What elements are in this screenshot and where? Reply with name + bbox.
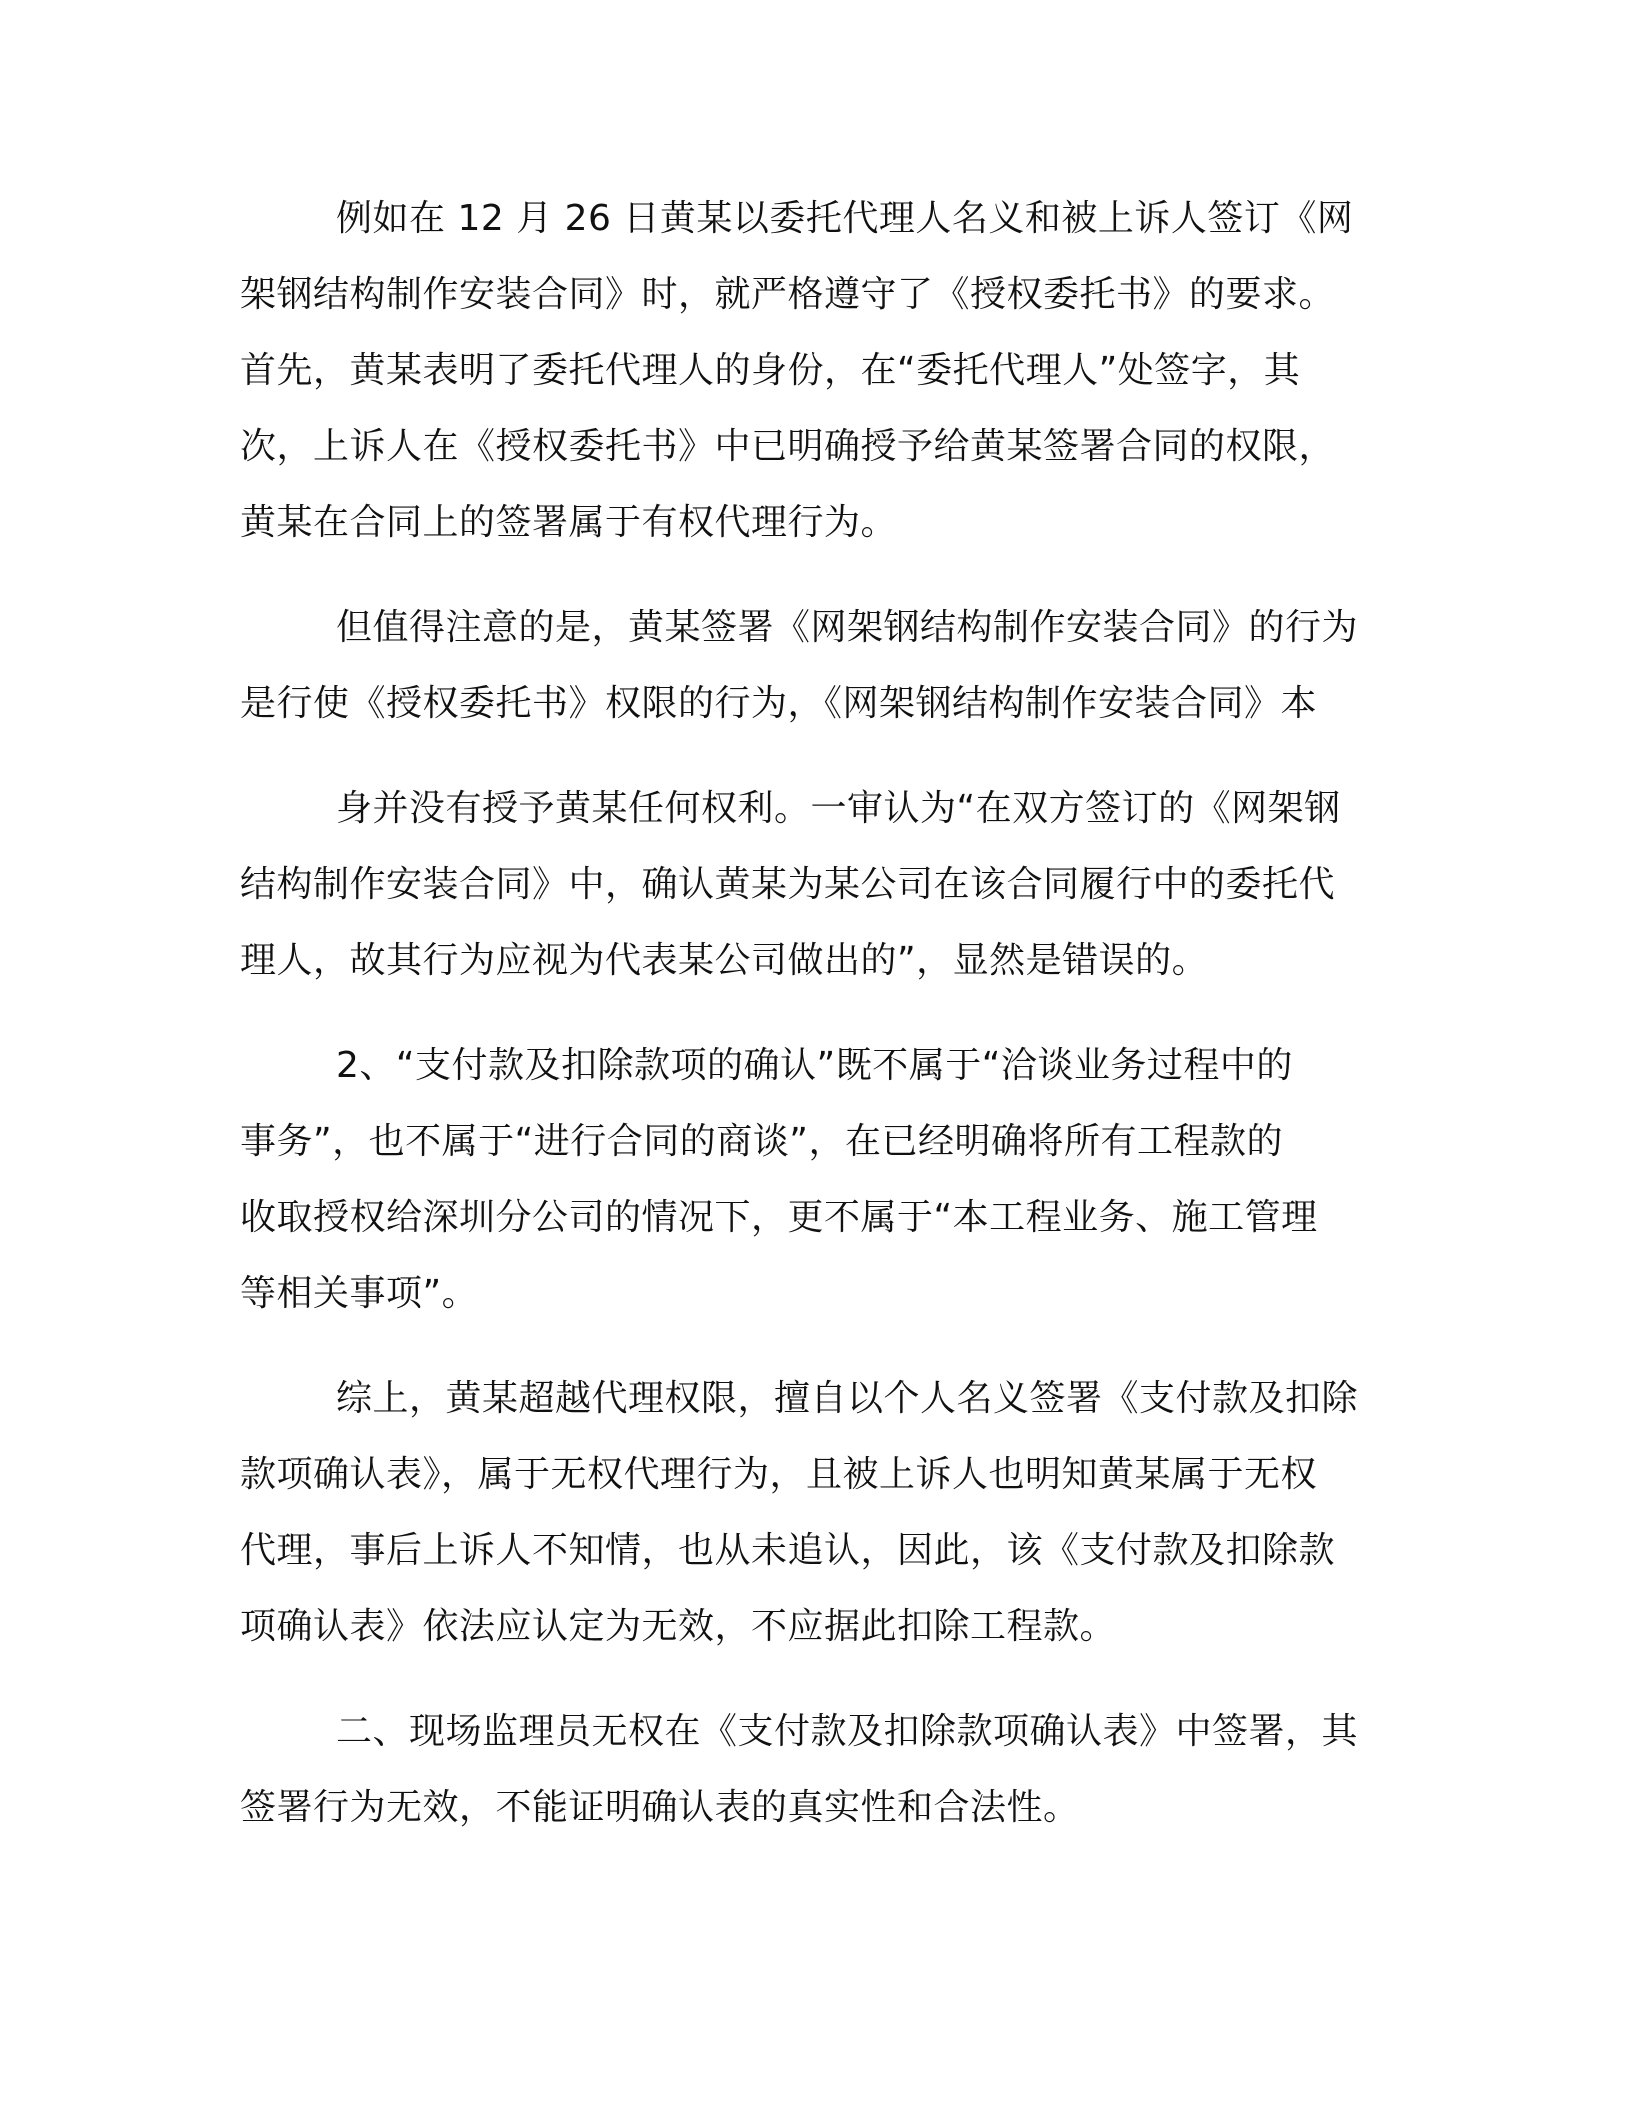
text-line: 等相关事项”。	[240, 1273, 479, 1314]
text-line: 但值得注意的是，黄某签署《网架钢结构制作安装合同》的行为	[336, 607, 1359, 648]
text-line: 二、现场监理员无权在《支付款及扣除款项确认表》中签署，其	[336, 1711, 1359, 1752]
text-line: 款项确认表》，属于无权代理行为，且被上诉人也明知黄某属于无权	[240, 1454, 1318, 1495]
text-line: 身并没有授予黄某任何权利。一审认为“在双方签订的《网架钢	[336, 788, 1341, 829]
text-line: 代理，事后上诉人不知情，也从未追认，因此，该《支付款及扣除款	[240, 1530, 1336, 1571]
text-line: 2、“支付款及扣除款项的确认”既不属于“洽谈业务过程中的	[336, 1045, 1293, 1086]
text-line: 黄某在合同上的签署属于有权代理行为。	[240, 502, 898, 543]
text-line: 收取授权给深圳分公司的情况下，更不属于“本工程业务、施工管理	[240, 1197, 1318, 1238]
text-line: 结构制作安装合同》中，确认黄某为某公司在该合同履行中的委托代	[240, 864, 1336, 905]
text-line: 理人，故其行为应视为代表某公司做出的”，显然是错误的。	[240, 940, 1209, 981]
text-line: 签署行为无效，不能证明确认表的真实性和合法性。	[240, 1787, 1080, 1828]
text-line: 例如在 12 月 26 日黄某以委托代理人名义和被上诉人签订《网	[336, 198, 1354, 239]
text-line: 次，上诉人在《授权委托书》中已明确授予给黄某签署合同的权限，	[240, 426, 1336, 467]
text-line: 综上，黄某超越代理权限，擅自以个人名义签署《支付款及扣除	[336, 1378, 1359, 1419]
text-line: 事务”，也不属于“进行合同的商谈”，在已经明确将所有工程款的	[240, 1121, 1283, 1162]
text-line: 首先，黄某表明了委托代理人的身份，在“委托代理人”处签字，其	[240, 350, 1301, 391]
text-line: 是行使《授权委托书》权限的行为，《网架钢结构制作安装合同》本	[240, 683, 1318, 724]
text-line: 项确认表》依法应认定为无效，不应据此扣除工程款。	[240, 1606, 1117, 1647]
text-line: 架钢结构制作安装合同》时，就严格遵守了《授权委托书》的要求。	[240, 274, 1336, 315]
